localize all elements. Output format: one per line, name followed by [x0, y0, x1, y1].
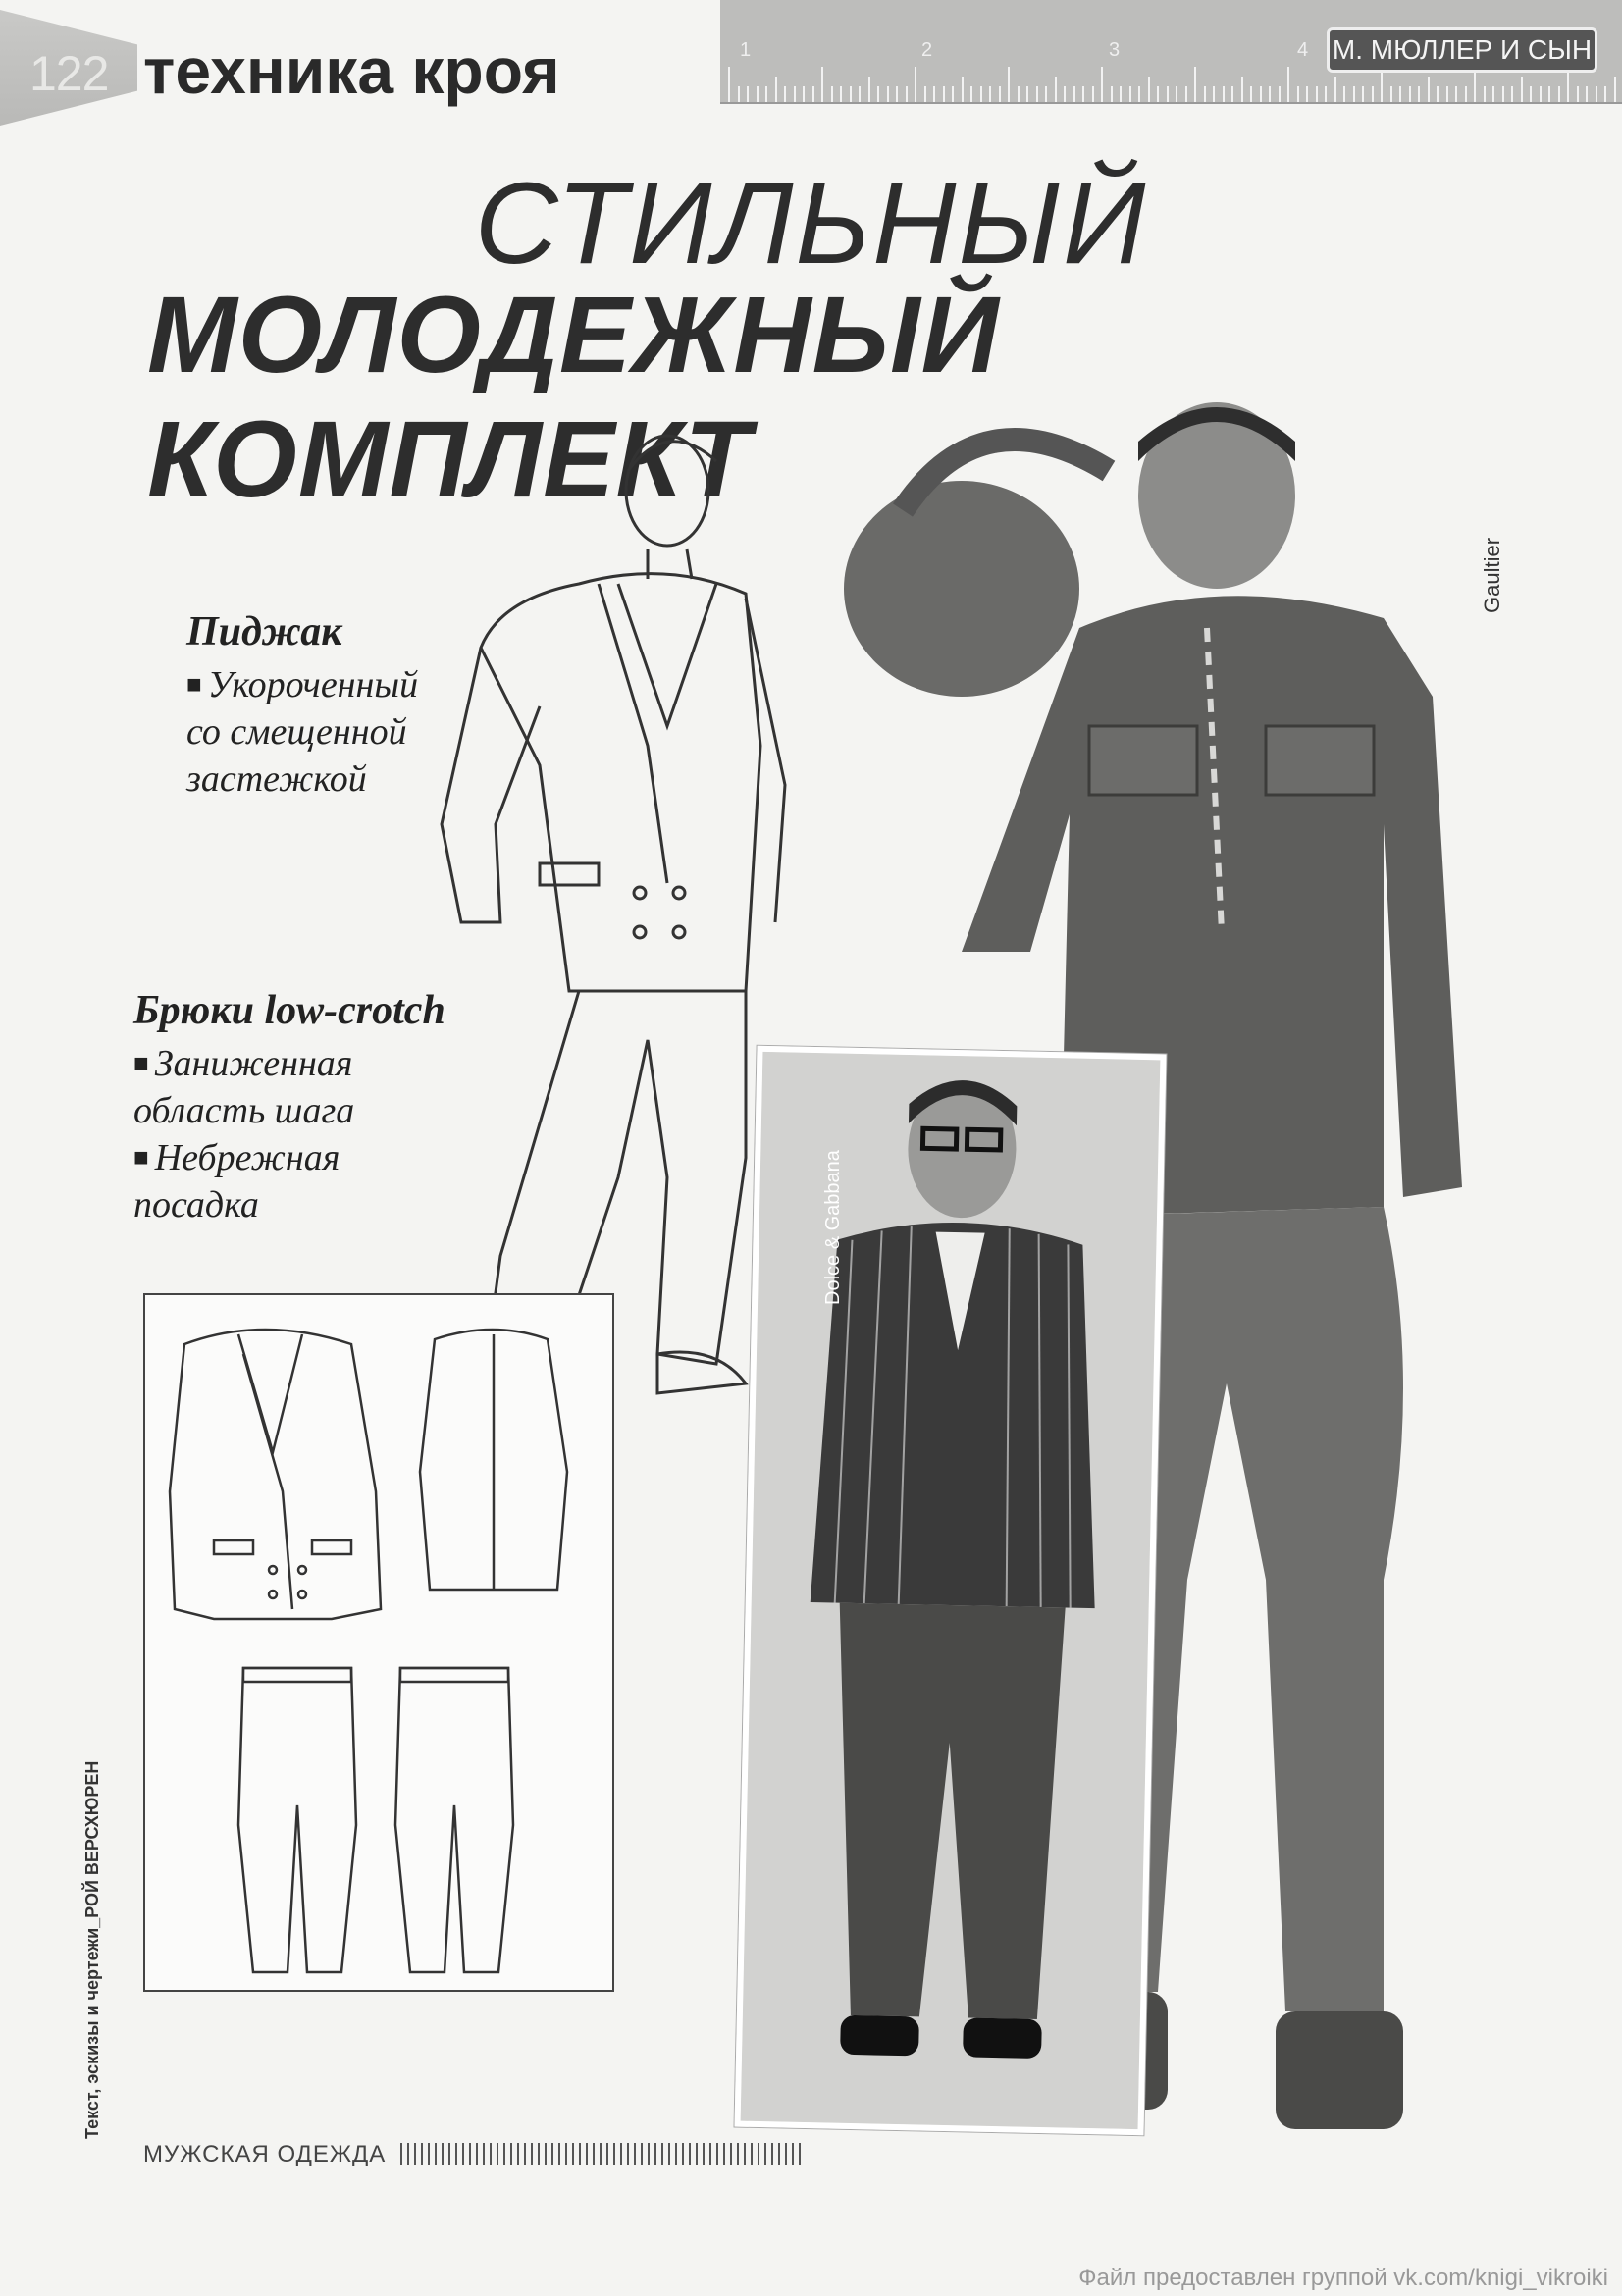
ruler-tick: [952, 86, 954, 102]
ruler-tick: [1045, 86, 1047, 102]
ruler-tick: [1008, 67, 1010, 102]
ruler-tick: [1148, 77, 1150, 102]
ruler-number-1: 1: [740, 39, 752, 61]
ruler-tick: [980, 86, 982, 102]
section-title: техника кроя: [143, 34, 560, 107]
ruler-tick: [1530, 86, 1532, 102]
ruler-tick: [943, 86, 945, 102]
photo-credit-large: Gaultier: [1480, 537, 1504, 613]
ruler-tick: [1055, 77, 1057, 102]
ruler-tick: [1586, 86, 1588, 102]
ruler-tick: [1204, 86, 1206, 102]
ruler-tick: [1540, 86, 1542, 102]
ruler-tick: [840, 86, 842, 102]
ruler-tick: [1185, 86, 1187, 102]
ruler-tick: [1129, 86, 1131, 102]
model-photo-pinstripe-suit: [735, 1046, 1167, 2135]
ruler-tick: [1316, 86, 1318, 102]
ruler-tick: [1511, 86, 1513, 102]
ruler-tick: [1484, 86, 1486, 102]
ruler-tick: [1297, 86, 1299, 102]
ruler-tick: [1157, 86, 1159, 102]
ruler-number-2: 2: [921, 39, 933, 61]
ruler-tick: [728, 67, 730, 102]
ruler-tick: [915, 67, 916, 102]
ruler-tick: [747, 86, 749, 102]
ruler-tick: [1269, 86, 1271, 102]
ruler-tick: [850, 86, 852, 102]
ruler-tick: [1418, 86, 1420, 102]
ruler-tick: [1334, 77, 1336, 102]
ruler-tick: [1111, 86, 1113, 102]
ruler-tick: [1120, 86, 1122, 102]
trousers-caption-text-1: Заниженная: [154, 1043, 353, 1084]
ruler-tick: [1026, 86, 1028, 102]
jacket-caption-line-3: застежкой: [186, 758, 367, 800]
ruler-tick: [1548, 86, 1550, 102]
ruler-tick: [970, 86, 972, 102]
headline-line-1: СТИЛЬНЫЙ: [474, 159, 1148, 288]
ruler-tick: [803, 86, 805, 102]
ruler-tick: [1082, 86, 1084, 102]
jacket-caption-text-1: Укороченный: [207, 664, 419, 705]
photo-credit-small: Dolce & Gabbana: [822, 1150, 844, 1305]
ruler-tick: [738, 86, 740, 102]
ruler-tick: [962, 77, 964, 102]
ruler-tick: [1250, 86, 1252, 102]
ruler-tick: [1521, 77, 1523, 102]
ruler-tick: [887, 86, 889, 102]
bullet-icon: ■: [133, 1049, 149, 1077]
ruler-tick: [821, 67, 823, 102]
ruler-tick: [1223, 86, 1225, 102]
page-number: 122: [29, 46, 109, 101]
ruler-tick: [1437, 86, 1439, 102]
ruler-tick: [812, 86, 814, 102]
footer-barcode-bars: [400, 2143, 803, 2165]
ruler-tick: [1279, 86, 1281, 102]
ruler-tick: [784, 86, 786, 102]
technical-flats-box: [143, 1293, 614, 1992]
ruler-tick: [794, 86, 796, 102]
side-credit: Текст, эскизы и чертежи_РОЙ ВЕРСХЮРЕН: [82, 1760, 102, 2139]
ruler-tick: [1492, 86, 1494, 102]
ruler-tick: [1231, 86, 1233, 102]
jacket-caption-line-2: со смещенной: [186, 711, 407, 753]
ruler-tick: [1614, 77, 1616, 102]
ruler-tick: [1287, 67, 1289, 102]
headline-line-2: МОЛОДЕЖНЫЙ КОМПЛЕКТ: [147, 275, 1000, 520]
ruler-tick: [999, 86, 1001, 102]
ruler-tick: [1306, 86, 1308, 102]
ruler-tick: [1428, 77, 1430, 102]
ruler-tick: [1073, 86, 1075, 102]
ruler-tick: [1409, 86, 1411, 102]
ruler-tick: [1325, 86, 1327, 102]
ruler-tick: [859, 86, 861, 102]
ruler-tick: [1502, 86, 1504, 102]
fashion-sketch-figure: [422, 412, 795, 1442]
ruler-tick: [1138, 86, 1140, 102]
ruler-tick: [1604, 86, 1606, 102]
footer-source-note: Файл предоставлен группой vk.com/knigi_vikroiki: [1078, 2265, 1608, 2291]
jacket-caption-line-1: [186, 661, 418, 708]
ruler-tick: [1213, 86, 1215, 102]
ruler-tick: [1092, 86, 1094, 102]
ruler-tick: [1194, 67, 1196, 102]
ruler-tick: [1101, 67, 1103, 102]
ruler-tick: [831, 86, 833, 102]
ruler-tick: [1036, 86, 1038, 102]
footer-magazine-name: МУЖСКАЯ ОДЕЖДА: [143, 2141, 387, 2167]
jacket-caption-title: Пиджак: [186, 609, 342, 654]
ruler-tick: [1390, 86, 1392, 102]
trousers-caption-text-3: Небрежная: [154, 1137, 340, 1178]
pinstripe-model-illustration: [741, 1052, 1161, 2129]
ruler-tick: [1353, 86, 1355, 102]
ruler-tick: [1362, 86, 1364, 102]
bullet-icon: ■: [186, 670, 202, 699]
ruler-tick: [924, 86, 926, 102]
ruler-tick: [775, 77, 777, 102]
trousers-caption-line-2: область шага: [133, 1090, 355, 1131]
ruler-tick: [1372, 86, 1374, 102]
ruler-tick: [906, 86, 908, 102]
ruler-tick: [989, 86, 991, 102]
ruler-tick: [896, 86, 898, 102]
trousers-caption-line-3: [133, 1134, 340, 1181]
trousers-caption-line-4: посадка: [133, 1184, 259, 1226]
ruler-tick: [1577, 86, 1579, 102]
trousers-caption-line-1: [133, 1040, 352, 1087]
brand-badge: М. МЮЛЛЕР И СЫН: [1327, 27, 1597, 73]
technical-flats-drawing: [145, 1295, 612, 1990]
ruler-tick: [1241, 77, 1243, 102]
ruler-number-4: 4: [1297, 39, 1309, 61]
trousers-caption-title: Брюки low-crotch: [133, 988, 445, 1033]
ruler-tick: [1465, 86, 1467, 102]
ruler-tick: [1260, 86, 1262, 102]
ruler-tick: [1064, 86, 1066, 102]
ruler-tick: [1176, 86, 1177, 102]
ruler-tick: [868, 77, 870, 102]
ruler-tick: [1018, 86, 1020, 102]
bullet-icon: ■: [133, 1143, 149, 1172]
ruler-tick: [1455, 86, 1457, 102]
ruler-tick: [1446, 86, 1448, 102]
ruler-tick: [1558, 86, 1560, 102]
ruler-tick: [757, 86, 759, 102]
ruler-tick: [877, 86, 879, 102]
ruler-number-3: 3: [1109, 39, 1121, 61]
ruler-tick: [1399, 86, 1401, 102]
ruler-tick: [765, 86, 767, 102]
ruler-tick: [933, 86, 935, 102]
ruler-tick: [1343, 86, 1345, 102]
ruler-tick: [1167, 86, 1169, 102]
ruler-tick: [1596, 86, 1597, 102]
